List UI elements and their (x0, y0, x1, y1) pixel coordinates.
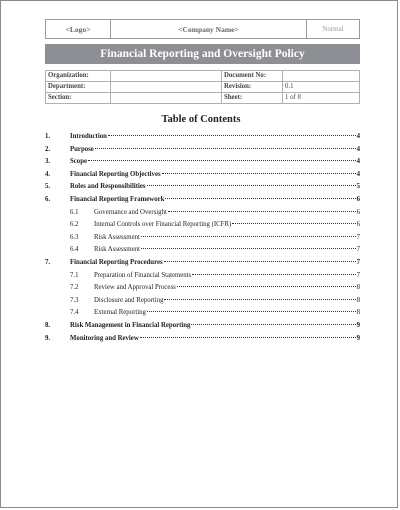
toc-entry-title: Risk Management in Financial Reporting (70, 322, 191, 329)
toc-entry[interactable] (45, 334, 360, 344)
toc-entry-number: 6.4 (70, 246, 79, 254)
toc-entry-title: Risk Assessment (94, 246, 140, 254)
toc-entry[interactable] (45, 283, 360, 293)
toc-entry-title: Financial Reporting Framework (70, 196, 165, 203)
toc-heading: Table of Contents (161, 114, 241, 125)
toc-entry-page: 7 (356, 259, 360, 266)
toc-entry-title: Scope (70, 158, 87, 166)
toc-entry-page: 6 (356, 196, 360, 203)
toc-entry-number: 3. (45, 158, 51, 166)
toc-dot-leader (164, 261, 356, 262)
toc-entry-title: Purpose (70, 145, 94, 153)
toc-entry-number: 7.1 (70, 271, 79, 279)
toc-entry[interactable] (45, 233, 360, 243)
toc-entry-number: 6.2 (70, 221, 79, 229)
toc-entry[interactable] (45, 321, 360, 331)
toc-entry[interactable] (45, 132, 360, 142)
toc-entry-page: 7 (356, 246, 360, 254)
document-info-table (45, 70, 360, 104)
section-label: Section: (46, 93, 111, 104)
toc-entry-number: 5. (45, 183, 51, 191)
toc-dot-leader (191, 324, 355, 325)
toc-dot-leader (140, 337, 356, 338)
toc-entry-number: 1. (45, 133, 51, 140)
toc-entry[interactable] (45, 157, 360, 167)
toc-dot-leader (141, 236, 356, 237)
toc-entry[interactable] (45, 296, 360, 306)
toc-entry[interactable] (45, 170, 360, 180)
toc-entry-title: Financial Reporting Procedures (70, 259, 163, 266)
toc-entry-number: 6. (45, 196, 51, 203)
toc-entry-title: Preparation of Financial Statements (94, 271, 192, 279)
logo-placeholder: <Logo> (46, 20, 111, 39)
toc-entry-title: Review and Approval Process (94, 284, 176, 292)
toc-entry-title: Monitoring and Review (70, 334, 139, 342)
toc-entry-page: 9 (356, 322, 360, 329)
toc-entry-number: 7.2 (70, 284, 79, 292)
toc-entry-number: 7. (45, 259, 51, 266)
toc-entry[interactable] (45, 245, 360, 255)
department-value (111, 82, 222, 93)
toc-dot-leader (95, 148, 356, 149)
toc-dot-leader (232, 223, 355, 224)
toc-entry-title: Risk Assessment (94, 233, 140, 241)
toc-entry[interactable] (45, 308, 360, 318)
toc-entry-page: 4 (356, 145, 360, 153)
toc-entry-page: 8 (356, 296, 360, 304)
toc-entry[interactable] (45, 258, 360, 268)
toc-entry[interactable] (45, 145, 360, 155)
organization-value (111, 71, 222, 82)
toc-entry-page: 6 (356, 221, 360, 229)
sheet-label: Sheet: (222, 93, 283, 104)
toc-entry-title: Introduction (70, 133, 107, 140)
toc-entry-number: 4. (45, 170, 51, 178)
toc-entry-title: Internal Controls over Financial Reporting (ICFR) (94, 221, 232, 229)
toc-entry[interactable] (45, 195, 360, 205)
toc-dot-leader (168, 211, 356, 212)
sheet-value: 1 of 8 (283, 93, 360, 104)
toc-entry-page: 8 (356, 284, 360, 292)
toc-dot-leader (192, 274, 355, 275)
revision-label: Revision: (222, 82, 283, 93)
toc-entry-number: 7.3 (70, 296, 79, 304)
toc-entry-number: 9. (45, 334, 51, 342)
toc-dot-leader (108, 135, 356, 136)
toc-entry-number: 2. (45, 145, 51, 153)
revision-value: 0.1 (283, 82, 360, 93)
toc-entry[interactable] (45, 271, 360, 281)
toc-entry-title: Financial Reporting Objectives (70, 170, 161, 178)
section-value (111, 93, 222, 104)
toc-entry-number: 7.4 (70, 309, 79, 317)
toc-entry-page: 7 (356, 271, 360, 279)
toc-entry-number: 6.3 (70, 233, 79, 241)
toc-entry[interactable] (45, 182, 360, 192)
toc-dot-leader (141, 248, 356, 249)
company-name: <Company Name> (111, 20, 307, 39)
toc-entry[interactable] (45, 208, 360, 218)
toc-dot-leader (147, 311, 356, 312)
organization-label: Organization: (46, 71, 111, 82)
toc-entry-page: 9 (356, 334, 360, 342)
document-no-value (283, 71, 360, 82)
toc-entry-title: Disclosure and Reporting (94, 296, 164, 304)
document-status: Normal (307, 20, 360, 39)
toc-dot-leader (165, 198, 355, 199)
toc-entry-title: Governance and Oversight (94, 208, 167, 216)
toc-entry-number: 8. (45, 322, 51, 329)
toc-entry-number: 6.1 (70, 208, 79, 216)
toc-entry-page: 8 (356, 309, 360, 317)
toc-entry-page: 5 (356, 183, 360, 191)
toc-dot-leader (88, 160, 356, 161)
header-table (45, 19, 360, 39)
toc-entry-page: 4 (356, 158, 360, 166)
department-label: Department: (46, 82, 111, 93)
toc-entry-title: Roles and Responsibilities (70, 183, 146, 191)
toc-entry-page: 6 (356, 208, 360, 216)
toc-entry-page: 4 (356, 133, 360, 140)
toc-entry[interactable] (45, 220, 360, 230)
toc-entry-page: 7 (356, 233, 360, 241)
toc-dot-leader (177, 286, 356, 287)
toc-entry-title: External Reporting (94, 309, 146, 317)
document-no-label: Document No: (222, 71, 283, 82)
document-title: Financial Reporting and Oversight Policy (45, 44, 360, 64)
toc-dot-leader (164, 299, 355, 300)
toc-entry-page: 4 (356, 170, 360, 178)
toc-dot-leader (147, 185, 356, 186)
toc-dot-leader (162, 173, 356, 174)
